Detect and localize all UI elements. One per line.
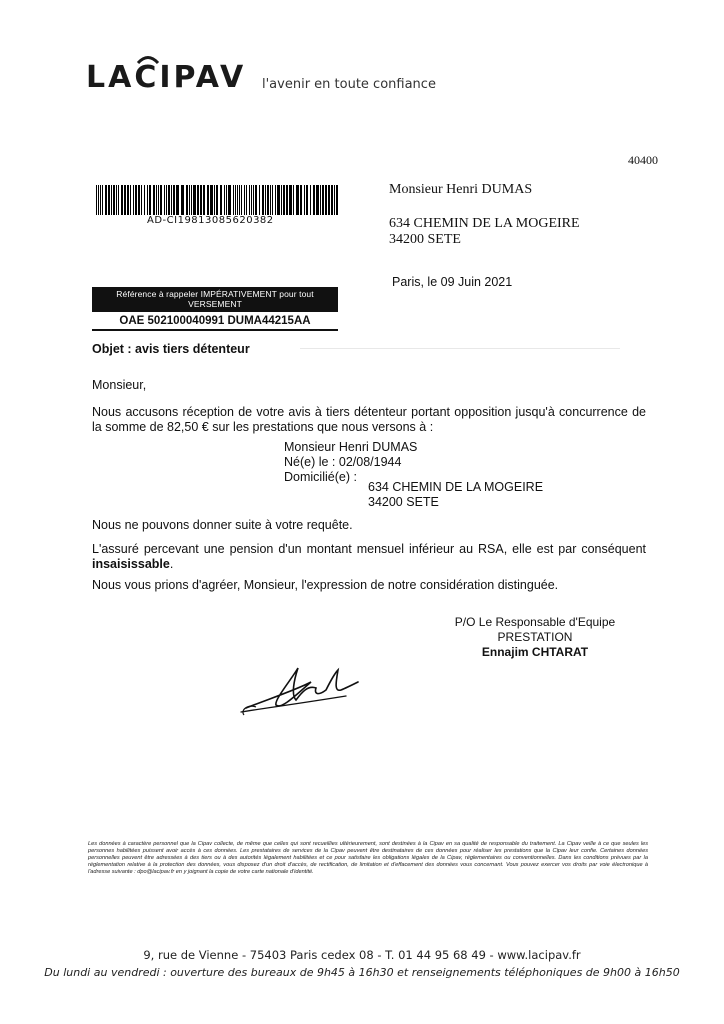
barcode-bar [270,185,271,215]
barcode-bar [246,185,247,215]
barcode-bar [100,185,101,215]
barcode-bar [156,185,157,215]
signatory-name: Ennajim CHTARAT [481,645,589,659]
footer-hours: Du lundi au vendredi : ouverture des bureaux de 9h45 à 16h30 et renseignements téléphoniques de 9h00 à 16h50 [44,966,680,979]
beneficiary-birth: Né(e) le : 02/08/1944 [284,455,402,469]
barcode-bar [186,185,188,215]
barcode-text: AD-CI19813085620382 [147,215,274,226]
barcode-bar [235,185,236,215]
barcode-bar [133,185,134,215]
barcode-bar [203,185,205,215]
barcode-bar [168,185,170,215]
logo-text-c [134,60,159,95]
refusal-paragraph: Nous ne pouvons donner suite à votre requête. [92,518,353,532]
recipient-name: Monsieur Henri DUMAS [389,182,533,197]
barcode-image [96,185,340,215]
barcode-bar [200,185,202,215]
barcode-bar [113,185,115,215]
beneficiary-city: 34200 SETE [368,495,439,509]
barcode-bar [296,185,299,215]
barcode-bar [313,185,315,215]
barcode-bar [306,185,308,215]
payment-reference-box [92,287,338,331]
barcode-bar [116,185,117,215]
footer-address: 9, rue de Vienne - 75403 Paris cedex 08 - T. 01 44 95 68 49 - www.lacipav.fr [143,948,581,962]
barcode-bar [147,185,148,215]
recipient-city: 34200 SETE [389,232,461,247]
reason-text: L'assuré percevant une pension d'un montant mensuel inférieur au RSA, elle est par conséquent [92,542,646,556]
beneficiary-address [368,480,543,510]
barcode-bar [176,185,179,215]
barcode-bar [111,185,112,215]
closing-paragraph: Nous vous prions d'agréer, Monsieur, l'expression de notre considération distinguée. [92,578,559,592]
beneficiary-domicile-label: Domicilié(e) : [284,470,357,484]
barcode-bar [98,185,99,215]
barcode-bar [331,185,333,215]
barcode-bar [228,185,231,215]
barcode-bar [259,185,260,215]
barcode-bar [281,185,282,215]
barcode-bar [255,185,257,215]
logo-text-ipav: IPAV [159,60,247,95]
barcode-bar [130,185,131,215]
payment-reference-value: OAE 502100040991 DUMA44215AA [92,312,338,331]
barcode-bar [272,185,273,215]
barcode-bar [226,185,227,215]
handwritten-signature [236,660,366,720]
barcode-bar [336,185,338,215]
barcode-bar [267,185,269,215]
recipient-street: 634 CHEMIN DE LA MOGEIRE [389,216,580,231]
barcode-bar [105,185,107,215]
signatory-title: P/O Le Responsable d'Equipe [454,615,616,629]
barcode-bar [237,185,238,215]
barcode-bar [153,185,155,215]
barcode-bar [283,185,285,215]
payment-reference-label: Référence à rappeler IMPÉRATIVEMENT pour tout VERSEMENT [92,287,338,312]
barcode-bar [233,185,234,215]
intro-paragraph: Nous accusons réception de votre avis à tiers détenteur portant opposition jusqu'à concurrence de la somme de 82,50 € sur les prestations que nous versons à : [92,405,646,434]
barcode-bar [160,185,162,215]
barcode-bar [310,185,311,215]
barcode-bar [127,185,129,215]
barcode-bar [325,185,327,215]
barcode-bar [96,185,97,215]
reason-end: . [169,557,174,571]
barcode-bar [265,185,266,215]
barcode-bar [149,185,151,215]
barcode-bar [286,185,288,215]
barcode-bar [241,185,242,215]
barcode-bar [300,185,302,215]
letter-subject: Objet : avis tiers détenteur [92,342,250,356]
barcode-bar [244,185,245,215]
barcode-bar [171,185,172,215]
barcode-bar [289,185,292,215]
barcode-bar [166,185,167,215]
barcode-bar [322,185,324,215]
recipient-address-block [389,182,580,248]
barcode-bar [214,185,215,215]
barcode-bar [158,185,159,215]
beneficiary-street: 634 CHEMIN DE LA MOGEIRE [368,480,544,494]
barcode-bar [275,185,276,215]
barcode-bar [224,185,225,215]
barcode-bar [173,185,175,215]
signatory-department: PRESTATION [497,630,573,644]
beneficiary-block [284,440,417,485]
barcode-bar [239,185,240,215]
barcode-bar [164,185,165,215]
reason-bold-text: insaisissable [92,557,170,571]
letter-date: Paris, le 09 Juin 2021 [392,275,513,289]
barcode-bar [320,185,321,215]
barcode-bar [328,185,330,215]
barcode-bar [316,185,319,215]
barcode-bar [108,185,110,215]
logo-text-la: LA [86,60,135,95]
salutation: Monsieur, [92,378,147,392]
cipav-logo [86,60,246,95]
barcode-bar [197,185,199,215]
tagline: l'avenir en toute confiance [262,77,436,92]
barcode-bar [181,185,184,215]
barcode-bar [191,185,192,215]
barcode-bar [334,185,335,215]
logo-arc-icon [136,54,160,64]
barcode-bar [144,185,145,215]
barcode-bar [262,185,264,215]
barcode-bar [207,185,209,215]
reason-paragraph [92,542,646,572]
beneficiary-name: Monsieur Henri DUMAS [284,440,418,454]
barcode-bar [135,185,137,215]
signatory-block [440,615,630,660]
barcode-bar [220,185,222,215]
barcode-bar [253,185,254,215]
barcode-bar [189,185,190,215]
barcode-bar [304,185,305,215]
barcode-bar [138,185,140,215]
barcode-bar [193,185,196,215]
barcode-bar [124,185,126,215]
barcode-bar [251,185,252,215]
barcode-bar [216,185,218,215]
barcode-bar [249,185,250,215]
barcode-bar [121,185,123,215]
reference-code: 40400 [628,153,658,167]
barcode-bar [293,185,294,215]
subject-divider [300,348,620,349]
logo-letter-c: C [134,60,160,95]
legal-notice: Les données à caractère personnel que la Cipav collecte, de même que celles qui sont recueillies ultérieurement, sont destinées à la Cipav en sa qualité de responsable du traitement. La Cipav veille à ce que seules les personnes habilitées puissent avoir accès à ces données. Les prestataires de services de la Cipav peuvent être destinataires de ces données pour réaliser les prestations que la Cipav leur confie. Certaines données personnelles peuvent être adressées à des tiers ou à des autorités légalement habilitées et ce pour satisfaire les obligations légales de la Cipav, réglementaires ou conventionnelles. Dans les conditions prévues par la réglementation relative à la protection des données, vous disposez d'un droit d'accès, de rectification, de limitation et d'effacement des données vous concernant. Vous pouvez exercer vos droits par voie électronique à l'adresse suivante : dpo@lacipav.fr en y joignant la copie de votre carte nationale d'identité. [88,841,648,875]
barcode-bar [210,185,213,215]
barcode-bar [118,185,119,215]
barcode-bar [141,185,142,215]
barcode-bar [102,185,103,215]
barcode-bar [277,185,280,215]
